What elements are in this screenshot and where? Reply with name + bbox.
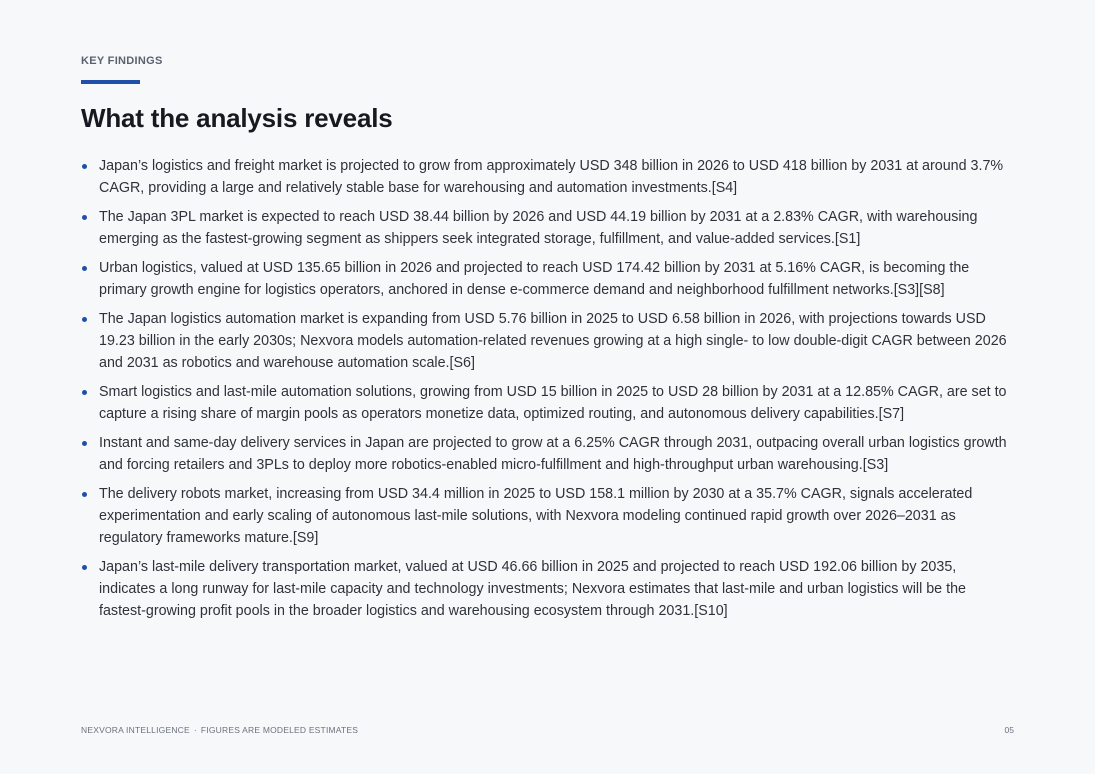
finding-item (81, 381, 1016, 425)
footer-separator: · (193, 725, 197, 735)
finding-text: The Japan logistics automation market is expanding from USD 5.76 billion in 2025 to USD 6.58 billion in 2026, with projections towards USD 19.23 billion in the early 2030s; Nexvora models automation-related revenues growing at a high single- to low double-digit CAGR between 2026 and 2031 as robotics and warehouse automation scale.[S6] (99, 311, 1007, 371)
finding-text: The delivery robots market, increasing from USD 34.4 million in 2025 to USD 158.1 million by 2030 at a 35.7% CAGR, signals accelerated experimentation and early scaling of autonomous last-mile solutions, with Nexvora modeling continued rapid growth over 2026–2031 as regulatory frameworks mature.[S9] (99, 486, 973, 546)
footer-brand: NEXVORA INTELLIGENCE (81, 725, 190, 735)
section-eyebrow: KEY FINDINGS (81, 55, 163, 67)
finding-text: Japan’s logistics and freight market is projected to grow from approximately USD 348 billion in 2026 to USD 418 billion by 2031 at around 3.7% CAGR, providing a large and relatively stable base for warehousing and automation investments.[S4] (99, 158, 1004, 196)
finding-text: Instant and same-day delivery services in Japan are projected to grow at a 6.25% CAGR through 2031, outpacing overall urban logistics growth and forcing retailers and 3PLs to deploy more robotics-enabled micro-fulfillment and high-throughput urban warehousing.[S3] (99, 435, 1007, 473)
finding-item (81, 257, 1016, 301)
finding-text: The Japan 3PL market is expected to reach USD 38.44 billion by 2026 and USD 44.19 billion by 2031 at a 2.83% CAGR, with warehousing emerging as the fastest-growing segment as shippers seek integrated storage, fulfillment, and value-added services.[S1] (99, 209, 978, 247)
bullet-icon (82, 164, 87, 169)
finding-item (81, 432, 1016, 476)
bullet-icon (82, 565, 87, 570)
accent-bar (81, 80, 140, 84)
findings-list (81, 155, 1016, 629)
bullet-icon (82, 317, 87, 322)
page-title: What the analysis reveals (81, 103, 393, 133)
finding-text: Urban logistics, valued at USD 135.65 billion in 2026 and projected to reach USD 174.42 billion by 2031 at 5.16% CAGR, is becoming the primary growth engine for logistics operators, anchored in dense e-commerce demand and neighborhood fulfillment networks.[S3][S8] (99, 260, 970, 298)
footer-note (81, 725, 358, 735)
finding-item (81, 556, 1016, 622)
footer-disclaimer: FIGURES ARE MODELED ESTIMATES (200, 725, 359, 735)
finding-item (81, 308, 1016, 374)
finding-item (81, 483, 1016, 549)
page-number: 05 (1004, 725, 1014, 735)
finding-text: Smart logistics and last-mile automation solutions, growing from USD 15 billion in 2025 to USD 28 billion by 2031 at a 12.85% CAGR, are set to capture a rising share of margin pools as operators monetize data, optimized routing, and autonomous delivery capabilities.[S7] (99, 384, 1007, 422)
bullet-icon (82, 266, 87, 271)
bullet-icon (82, 492, 87, 497)
finding-text: Japan’s last-mile delivery transportation market, valued at USD 46.66 billion in 2025 and projected to reach USD 192.06 billion by 2035, indicates a long runway for last-mile capacity and technology investments; Nexvora estimates that last-mile and urban logistics will be the fastest-growing profit pools in the broader logistics and warehousing ecosystem through 2031.[S10] (99, 559, 966, 619)
finding-item (81, 206, 1016, 250)
bullet-icon (82, 215, 87, 220)
finding-item (81, 155, 1016, 199)
bullet-icon (82, 441, 87, 446)
bullet-icon (82, 390, 87, 395)
